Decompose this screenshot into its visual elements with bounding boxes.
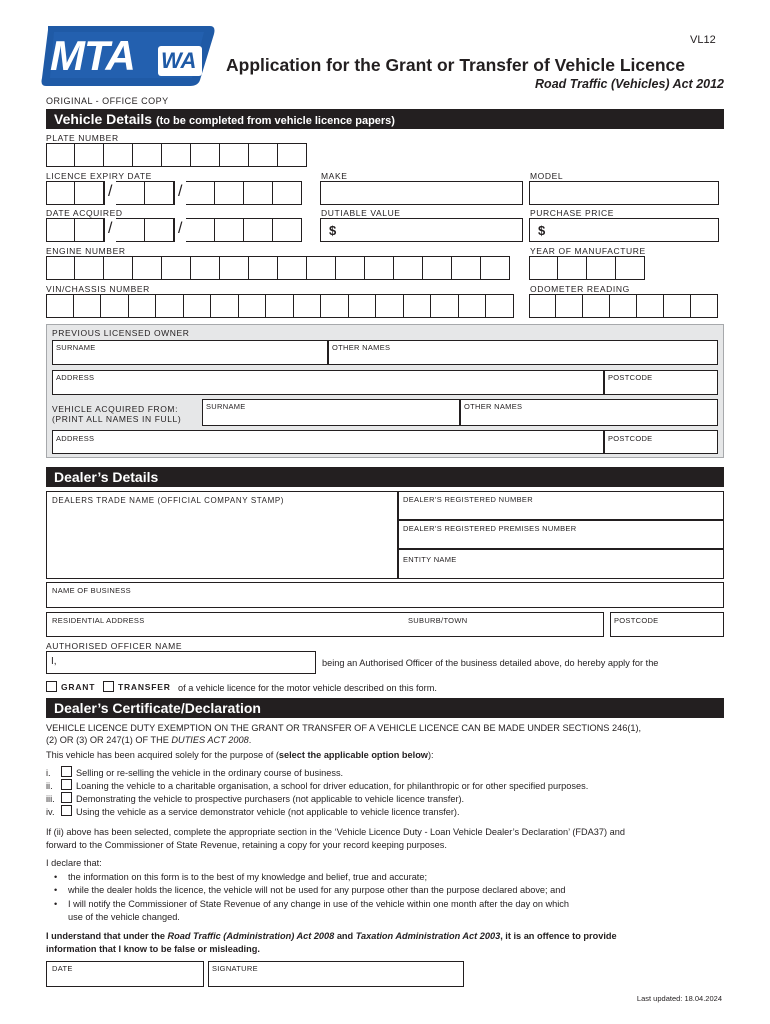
exemption-act: DUTIES ACT 2008 [171,735,249,745]
currency-symbol: $ [329,223,337,238]
date-slash: / [178,183,183,200]
if-ii-line-1: If (ii) above has been selected, complete the appropriate section in the ‘Vehicle Licence Duty - Loan Vehicle Dealer’s Declaration’ (FDA37) and [46,827,625,837]
bullet-continuation: use of the vehicle changed. [68,912,180,922]
date-acquired-cells[interactable] [46,218,302,242]
transfer-label: TRANSFER [118,682,171,692]
date-acquired-label: DATE ACQUIRED [46,208,123,218]
apply-text: being an Authorised Officer of the business detailed above, do hereby apply for the [322,658,659,668]
logo-badge: WA [161,48,197,73]
understand-and: and [334,931,356,941]
if-ii-line-2: forward to the Commissioner of State Revenue, retaining a copy for your record keeping purposes. [46,840,447,850]
prev-surname-label: SURNAME [56,343,96,352]
grant-label: GRANT [61,682,96,692]
dealer-postcode-label: POSTCODE [614,616,659,625]
understand-act-1: Road Traffic (Administration) Act 2008 [167,931,335,941]
registered-number-label: DEALER’S REGISTERED NUMBER [403,495,533,504]
acquired-from-note: (PRINT ALL NAMES IN FULL) [52,414,182,424]
name-of-business-field[interactable] [46,582,724,608]
purchase-price-label: PURCHASE PRICE [530,208,614,218]
engine-number-label: ENGINE NUMBER [46,246,126,256]
previous-owner-heading: PREVIOUS LICENSED OWNER [52,328,190,338]
exemption-end: . [248,735,252,745]
date-slash: / [108,183,113,200]
acq-address-label: ADDRESS [56,434,95,443]
vin-label: VIN/CHASSIS NUMBER [46,284,150,294]
acq-postcode-label: POSTCODE [608,434,653,443]
copy-label: ORIGINAL - OFFICE COPY [46,96,169,106]
odometer-cells[interactable] [529,294,718,318]
acq-address-field[interactable] [52,430,604,454]
bullet-text: the information on this form is to the best of my knowledge and belief, true and accurate; [68,872,428,882]
option-num: ii. [46,781,53,791]
authorised-officer-label: AUTHORISED OFFICER NAME [46,641,183,651]
exemption-line-1: VEHICLE LICENCE DUTY EXEMPTION ON THE GRANT OR TRANSFER OF A VEHICLE LICENCE CAN BE MADE UNDER SECTIONS 246(1), [46,723,642,733]
bullet-text: while the dealer holds the licence, the vehicle will not be used for any purpose other than the purpose declared above; and [68,885,566,895]
date-label: DATE [52,964,73,973]
understand-post: , it is an offence to provide [500,931,617,941]
option-text: Loaning the vehicle to a charitable organisation, a school for driver education, for philanthropic or for other specified purposes. [76,781,589,791]
licence-expiry-label: LICENCE EXPIRY DATE [46,171,152,181]
purpose-pre: This vehicle has been acquired solely for the purpose of ( [46,750,279,760]
make-field[interactable] [320,181,523,205]
signature-label: SIGNATURE [212,964,258,973]
dealers-details-heading: Dealer’s Details [46,467,724,487]
odometer-label: ODOMETER READING [530,284,630,294]
page-title: Application for the Grant or Transfer of Vehicle Licence [226,55,685,75]
understand-line-2: information that I know to be false or misleading. [46,944,260,954]
entity-name-label: ENTITY NAME [403,555,457,564]
form-code: VL12 [690,34,716,46]
prev-address-field[interactable] [52,370,604,395]
acquired-from-label: VEHICLE ACQUIRED FROM: [52,404,179,414]
purpose-bold: select the applicable option below [278,750,428,760]
option-checkbox[interactable] [61,805,72,816]
year-of-manufacture-label: YEAR OF MANUFACTURE [530,246,646,256]
act-title: Road Traffic (Vehicles) Act 2012 [535,77,724,91]
bullet-dot: • [54,899,58,909]
grant-checkbox[interactable] [46,681,57,692]
prev-address-label: ADDRESS [56,373,95,382]
bullet-dot: • [54,885,58,895]
prev-postcode-label: POSTCODE [608,373,653,382]
currency-symbol: $ [538,223,546,238]
purchase-price-field[interactable] [529,218,719,242]
last-updated: Last updated: 18.04.2024 [636,994,722,1003]
understand-act-2: Taxation Administration Act 2003 [355,931,501,941]
residential-address-label: RESIDENTIAL ADDRESS [52,616,145,625]
exemption-line-2 [46,734,251,746]
acq-surname-label: SURNAME [206,402,246,411]
bullet-dot: • [54,872,58,882]
transfer-checkbox[interactable] [103,681,114,692]
prev-other-names-label: OTHER NAMES [332,343,391,352]
vin-cells[interactable] [46,294,514,318]
dutiable-value-field[interactable] [320,218,523,242]
suburb-label: SUBURB/TOWN [408,616,468,625]
date-slash: / [108,220,113,237]
make-label: MAKE [321,171,348,181]
date-slash: / [178,220,183,237]
i-prefix: I, [51,656,57,667]
bullet-text: I will notify the Commissioner of State Revenue of any change in use of the vehicle within one month after the day on which [68,899,569,909]
purpose-post: ): [427,750,434,760]
model-label: MODEL [530,171,564,181]
understand-line-1 [46,930,617,942]
option-text: Using the vehicle as a service demonstrator vehicle (not applicable to vehicle licence transfer). [76,807,460,817]
name-of-business-label: NAME OF BUSINESS [52,586,131,595]
option-checkbox[interactable] [61,766,72,777]
licence-expiry-cells[interactable] [46,181,302,205]
option-checkbox[interactable] [61,779,72,790]
understand-pre: I understand that under the [46,931,168,941]
plate-number-cells[interactable] [46,143,307,167]
dutiable-value-label: DUTIABLE VALUE [321,208,401,218]
exemption-line-2-text: (2) OR (3) OR 247(1) OF THE [46,735,172,745]
model-field[interactable] [529,181,719,205]
option-text: Selling or re-selling the vehicle in the ordinary course of business. [76,768,344,778]
vehicle-heading-note: (to be completed from vehicle licence papers) [155,115,395,127]
engine-number-cells[interactable] [46,256,510,280]
purpose-line [46,749,434,761]
trade-name-label: DEALERS TRADE NAME (OFFICIAL COMPANY STAMP) [52,496,285,505]
vehicle-heading-text: Vehicle Details [54,111,153,127]
declaration-heading: Dealer’s Certificate/Declaration [46,698,724,718]
option-num: iii. [46,794,55,804]
authorised-officer-field[interactable] [46,651,316,674]
premises-number-label: DEALER’S REGISTERED PREMISES NUMBER [403,524,577,533]
option-checkbox[interactable] [61,792,72,803]
plate-number-label: PLATE NUMBER [46,133,119,143]
option-text: Demonstrating the vehicle to prospective purchasers (not applicable to vehicle licence transfer). [76,794,465,804]
mta-wa-logo [40,22,216,88]
acq-other-names-label: OTHER NAMES [464,402,523,411]
logo-text: MTA [50,32,135,79]
entity-name-field[interactable] [398,549,724,579]
option-num: i. [46,768,51,778]
declare-intro: I declare that: [46,858,102,868]
year-cells[interactable] [529,256,645,280]
of-licence-text: of a vehicle licence for the motor vehicle described on this form. [178,683,437,693]
option-num: iv. [46,807,55,817]
vehicle-details-heading [46,109,724,129]
